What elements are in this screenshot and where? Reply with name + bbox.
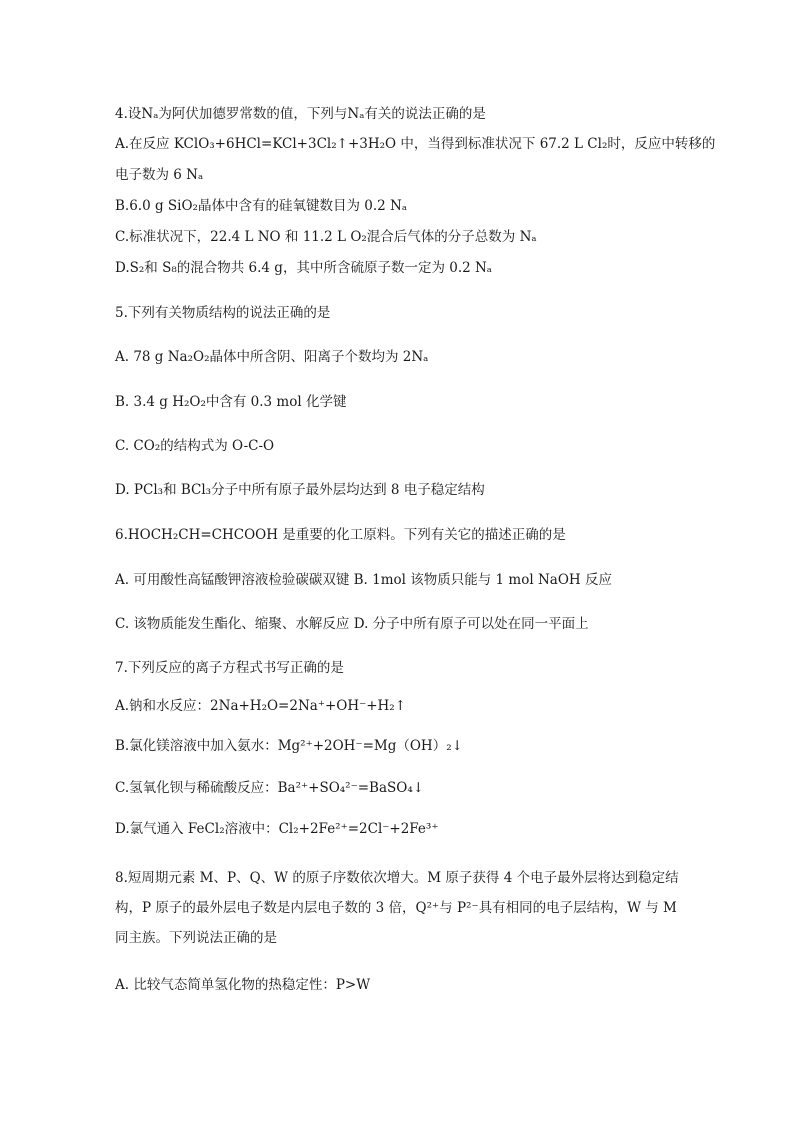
q8-stem-line1: 8.短周期元素 M、P、Q、W 的原子序数依次增大。M 原子获得 4 个电子最外层将达到稳定结 (115, 870, 679, 886)
q7-stem: 7.下列反应的离子方程式书写正确的是 (115, 660, 344, 676)
q5-option-b: B. 3.4 g H₂O₂中含有 0.3 mol 化学键 (115, 394, 347, 410)
q4-stem: 4.设Nₐ为阿伏加德罗常数的值，下列与Nₐ有关的说法正确的是 (115, 106, 486, 122)
q4-option-b: B.6.0 g SiO₂晶体中含有的硅氧键数目为 0.2 Nₐ (115, 198, 408, 214)
q7-option-b: B.氯化镁溶液中加入氨水：Mg²⁺+2OH⁻=Mg（OH）₂↓ (115, 738, 463, 754)
q6-options-ab: A. 可用酸性高锰酸钾溶液检验碳碳双键 B. 1mol 该物质只能与 1 mol NaOH 反应 (115, 572, 612, 588)
q7-option-a: A.钠和水反应：2Na+H₂O=2Na⁺+OH⁻+H₂↑ (115, 698, 407, 714)
q6-options-cd: C. 该物质能发生酯化、缩聚、水解反应 D. 分子中所有原子可以处在同一平面上 (115, 616, 589, 632)
q6-stem: 6.HOCH₂CH=CHCOOH 是重要的化工原料。下列有关它的描述正确的是 (115, 527, 566, 543)
q4-option-a-line2: 电子数为 6 Nₐ (115, 167, 204, 183)
q8-stem-line2: 构，P 原子的最外层电子数是内层电子数的 3 倍，Q²⁺与 P²⁻具有相同的电子层结构，W 与 M (115, 900, 677, 916)
q7-option-d: D.氯气通入 FeCl₂溶液中：Cl₂+2Fe²⁺=2Cl⁻+2Fe³⁺ (115, 821, 439, 837)
q4-option-a-line1: A.在反应 KClO₃+6HCl=KCl+3Cl₂↑+3H₂O 中，当得到标准状况下 67.2 L Cl₂时，反应中转移的 (115, 136, 716, 152)
q5-stem: 5.下列有关物质结构的说法正确的是 (115, 305, 331, 321)
q4-option-c: C.标准状况下，22.4 L NO 和 11.2 L O₂混合后气体的分子总数为 Nₐ (115, 229, 537, 245)
q5-option-a: A. 78 g Na₂O₂晶体中所含阴、阳离子个数均为 2Nₐ (115, 349, 429, 365)
q4-option-d: D.S₂和 S₈的混合物共 6.4 g，其中所含硫原子数一定为 0.2 Nₐ (115, 260, 493, 276)
q5-option-c: C. CO₂的结构式为 O-C-O (115, 438, 275, 454)
q8-stem-line3: 同主族。下列说法正确的是 (115, 930, 277, 946)
q7-option-c: C.氢氧化钡与稀硫酸反应：Ba²⁺+SO₄²⁻=BaSO₄↓ (115, 780, 425, 796)
q5-option-d: D. PCl₃和 BCl₃分子中所有原子最外层均达到 8 电子稳定结构 (115, 482, 485, 498)
q8-option-a: A. 比较气态简单氢化物的热稳定性：P>W (115, 977, 371, 993)
